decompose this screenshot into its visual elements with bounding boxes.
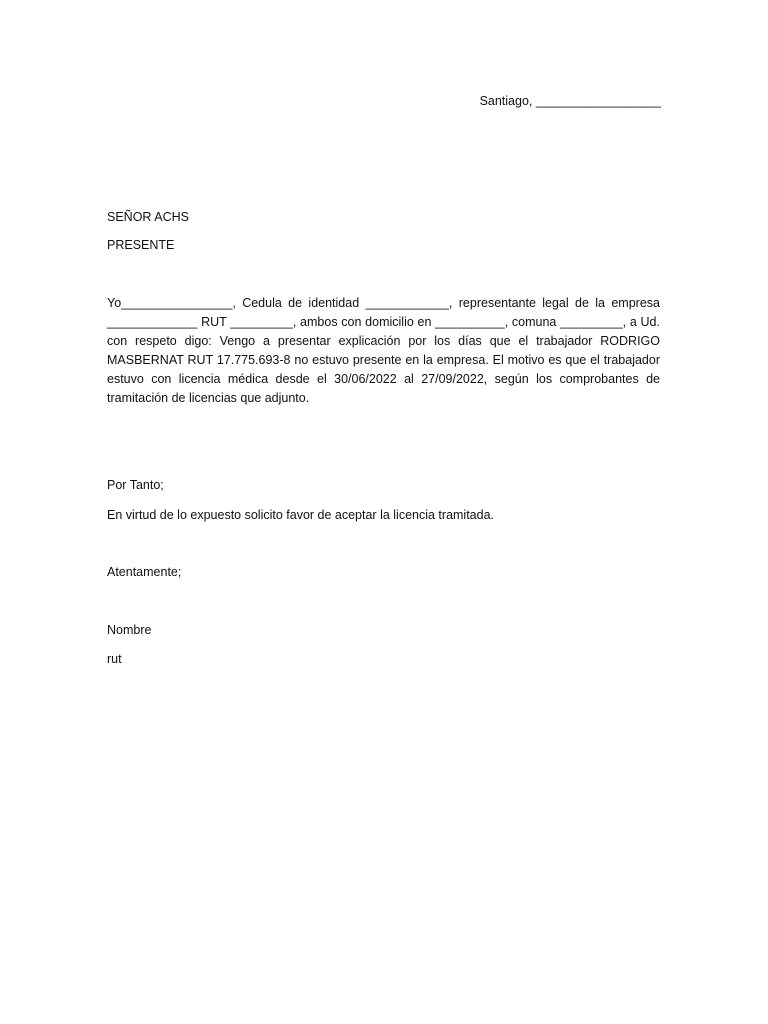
signature-rut-label: rut [107,652,122,666]
recipient: SEÑOR ACHS [107,210,189,224]
greeting: PRESENTE [107,238,175,252]
por-tanto: Por Tanto; [107,478,164,492]
body-paragraph: Yo________________, Cedula de identidad ____________, representante legal de la empresa _____________ RUT _________, ambos con domicilio en __________, comuna _________, a Ud. con respeto digo: Vengo a presentar explicación por los días que el trabajador RODRIGO MASBERNAT RUT 17.775.693-8 no estuvo presente en la empresa. El motivo es que el trabajador estuvo con licencia médica desde el 30/06/2022 al 27/09/2022, según los comprobantes de tramitación de licencias que adjunto. [107,296,660,405]
closing: Atentamente; [107,565,182,579]
date-line: Santiago, __________________ [479,94,661,108]
signature-name-label: Nombre [107,623,152,637]
request-sentence: En virtud de lo expuesto solicito favor de aceptar la licencia tramitada. [107,508,495,522]
